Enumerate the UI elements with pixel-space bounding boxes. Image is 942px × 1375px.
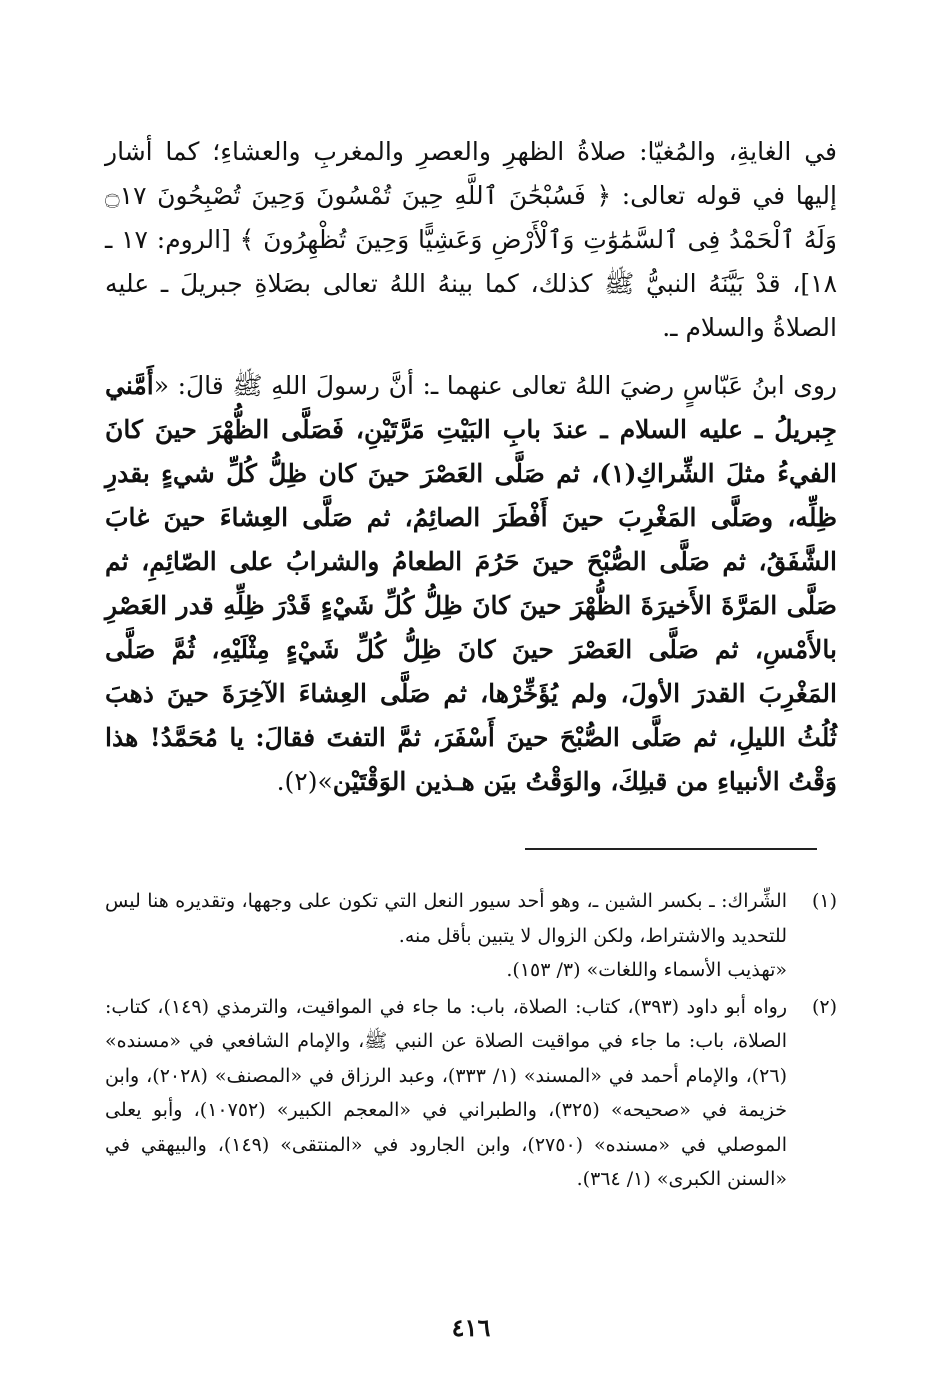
footnotes [105,884,837,1197]
footnote-number: (١) [811,890,837,912]
footnote-2 [105,990,837,1197]
page-number: ٤١٦ [451,1313,491,1342]
paragraph-intro: في الغايةِ، والمُغيّا: صلاةُ الظهرِ والعصرِ والمغربِ والعشاءِ؛ كما أشار إليها في قوله تعالى: ﴿ فَسُبْحَٰنَ ٱللَّهِ حِينَ تُمْسُونَ وَحِينَ تُصْبِحُونَ ۝١٧ وَلَهُ ٱلْحَمْدُ فِى ٱلسَّمَٰوَٰتِ وَٱلْأَرْضِ وَعَشِيًّا وَحِينَ تُظْهِرُونَ ﴾ [الروم: ١٧ ـ ١٨]، قدْ بَيَّنَهُ النبيُّ ﷺ كذلك، كما بينهُ اللهُ تعالى بصَلاةِ جبريلَ ـ عليه الصلاةُ والسلام ـ. [105,137,837,342]
footnote-source: «تهذيب الأسماء واللغات» (٣/ ١٥٣). [506,959,787,981]
hadith-text: أَمَّني جِبريلُ ـ عليه السلام ـ عندَ بابِ البَيْتِ مَرَّتَيْنِ، فَصَلَّى الظُّهْرَ حينَ كانَ الفيءُ مثلَ الشِّراكِ(١)، ثم صَلَّى العَصْرَ حينَ كان ظِلُّ كُلِّ شيءٍ بقدرِ ظِلِّه، وصَلَّى المَغْرِبَ حينَ أَفْطَرَ الصائِمُ، ثم صَلَّى العِشاءَ حينَ غابَ الشَّفَقُ، ثم صَلَّى الصُّبْحَ حينَ حَرُمَ الطعامُ والشرابُ على الصّائِمِ، ثم صَلَّى المَرَّةَ الأَخيرَةَ الظُّهْرَ حينَ كانَ ظِلُّ كُلِّ شَيْءٍ قَدْرَ ظِلِّهِ قدر العَصْرِ بالأَمْسِ، ثم صَلَّى العَصْرَ حينَ كانَ ظِلُّ كُلِّ شَيْءٍ مِثْلَيْهِ، ثُمَّ صَلَّى المَغْرِبَ القدرَ الأولَ، ولم يُؤَخِّرْها، ثم صَلَّى العِشاءَ الآخِرَةَ حينَ ذهبَ ثُلُثُ الليلِ، ثم صَلَّى الصُّبْحَ حينَ أَسْفَرَ، ثمَّ التفتَ فقالَ: يا مُحَمَّدُ! هذا وَقْتُ الأنبياءِ من قبلِكَ، والوَقْتُ بيَن هـذين الوَقْتَيْن [105,371,838,796]
hadith-close: »(٢). [276,767,333,796]
footnote-number: (٢) [811,995,837,1018]
footnote-1 [105,884,837,988]
main-text [105,130,837,804]
footnote-divider [525,848,817,850]
footnote-text: الشِّراك: ـ بكسر الشين ـ، وهو أحد سيور النعل التي تكون على وجهها، وتقديره هنا ليس للتحديد والاشتراط، ولكن الزوال لا يتبين بأقل منه. [105,890,787,947]
paragraph-hadith [105,364,837,804]
footnote-text: رواه أبو داود (٣٩٣)، كتاب: الصلاة، باب: ما جاء في المواقيت، والترمذي (١٤٩)، كتاب: الصلاة، باب: ما جاء في مواقيت الصلاة عن النبي ﷺ، والإمام الشافعي في «مسنده» (٢٦)، والإمام أحمد في «المسند» (١/ ٣٣٣)، وعبد الرزاق في «المصنف» (٢٠٢٨)، وابن خزيمة في «صحيحه» (٣٢٥)، والطبراني في «المعجم الكبير» (١٠٧٥٢)، وأبو يعلى الموصلي في «مسنده» (٢٧٥٠)، وابن الجارود في «المنتقى» (١٤٩)، والبيهقي في «السنن الكبرى» (١/ ٣٦٤). [105,995,788,1190]
hadith-intro: روى ابنُ عَبّاسٍ رضيَ اللهُ تعالى عنهما ـ: أنَّ رسولَ اللهِ ﷺ قالَ: « [153,371,837,400]
